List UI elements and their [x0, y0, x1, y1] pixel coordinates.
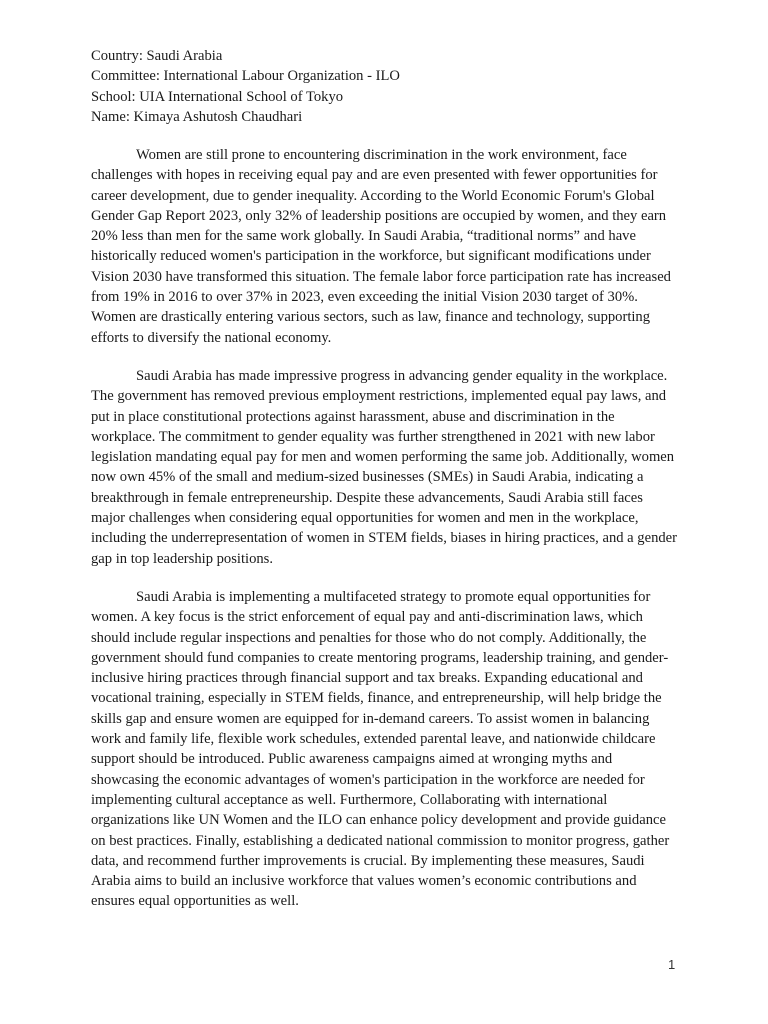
paragraph-intro: Women are still prone to encountering discrimination in the work environment, face challenges with hopes in receiving equal pay and are even presented with fewer opportunities for career development, due to gender inequality. According to the World Economic Forum's Global Gender Gap Report 2023, only 32% of leadership positions are occupied by women, and they earn 20% less than men for the same work globally. In Saudi Arabia, “traditional norms” and have historically reduced women's participation in the workforce, but significant modifications under Vision 2030 have transformed this situation. The female labor force participation rate has increased from 19% in 2016 to over 37% in 2023, even exceeding the initial Vision 2030 target of 30%. Women are drastically entering various sectors, such as law, finance and technology, supporting efforts to diversify the national economy. [91, 147, 671, 346]
page-number: 1 [668, 957, 676, 972]
header-name: Name: Kimaya Ashutosh Chaudhari [91, 109, 303, 126]
header-committee: Committee: International Labour Organization - ILO [91, 68, 400, 85]
header-country: Country: Saudi Arabia [91, 48, 223, 64]
header-school: School: UIA International School of Tokyo [91, 88, 344, 105]
document-body [91, 145, 679, 930]
paragraph-strategy: Saudi Arabia is implementing a multifaceted strategy to promote equal opportunities for women. A key focus is the strict enforcement of equal pay and anti-discrimination laws, which should include regular inspections and penalties for those who do not comply. Additionally, the government should fund companies to create mentoring programs, leadership training, and gender-inclusive hiring practices through financial support and tax breaks. Expanding educational and vocational training, especially in STEM fields, finance, and entrepreneurship, will help bridge the skills gap and ensure women are equipped for in-demand careers. To assist women in balancing work and family life, flexible work schedules, extended parental leave, and nationwide childcare support should be introduced. Public awareness campaigns aimed at wronging myths and showcasing the economic advantages of women's participation in the workforce are needed for implementing cultural acceptance as well. Furthermore, Collaborating with international organizations like UN Women and the ILO can enhance policy development and provide guidance on best practices. Finally, establishing a dedicated national commission to monitor progress, gather data, and recommend further improvements is crucial. By implementing these measures, Saudi Arabia aims to build an inclusive workforce that values women’s economic contributions and ensures equal opportunities as well. [91, 588, 670, 910]
paragraph-progress: Saudi Arabia has made impressive progress in advancing gender equality in the workplace. The government has removed previous employment restrictions, implemented equal pay laws, and put in place constitutional protections against harassment, abuse and discrimination in the workplace. The commitment to gender equality was further strengthened in 2021 with new labor legislation mandating equal pay for men and women performing the same job. Additionally, women now own 45% of the small and medium-sized businesses (SMEs) in Saudi Arabia, indicating a breakthrough in female entrepreneurship. Despite these advancements, Saudi Arabia still faces major challenges when considering equal opportunities for women and men in the workplace, including the underrepresentation of women in STEM fields, biases in hiring practices, and a gender gap in top leadership positions. [91, 367, 678, 567]
document-header [91, 46, 691, 128]
